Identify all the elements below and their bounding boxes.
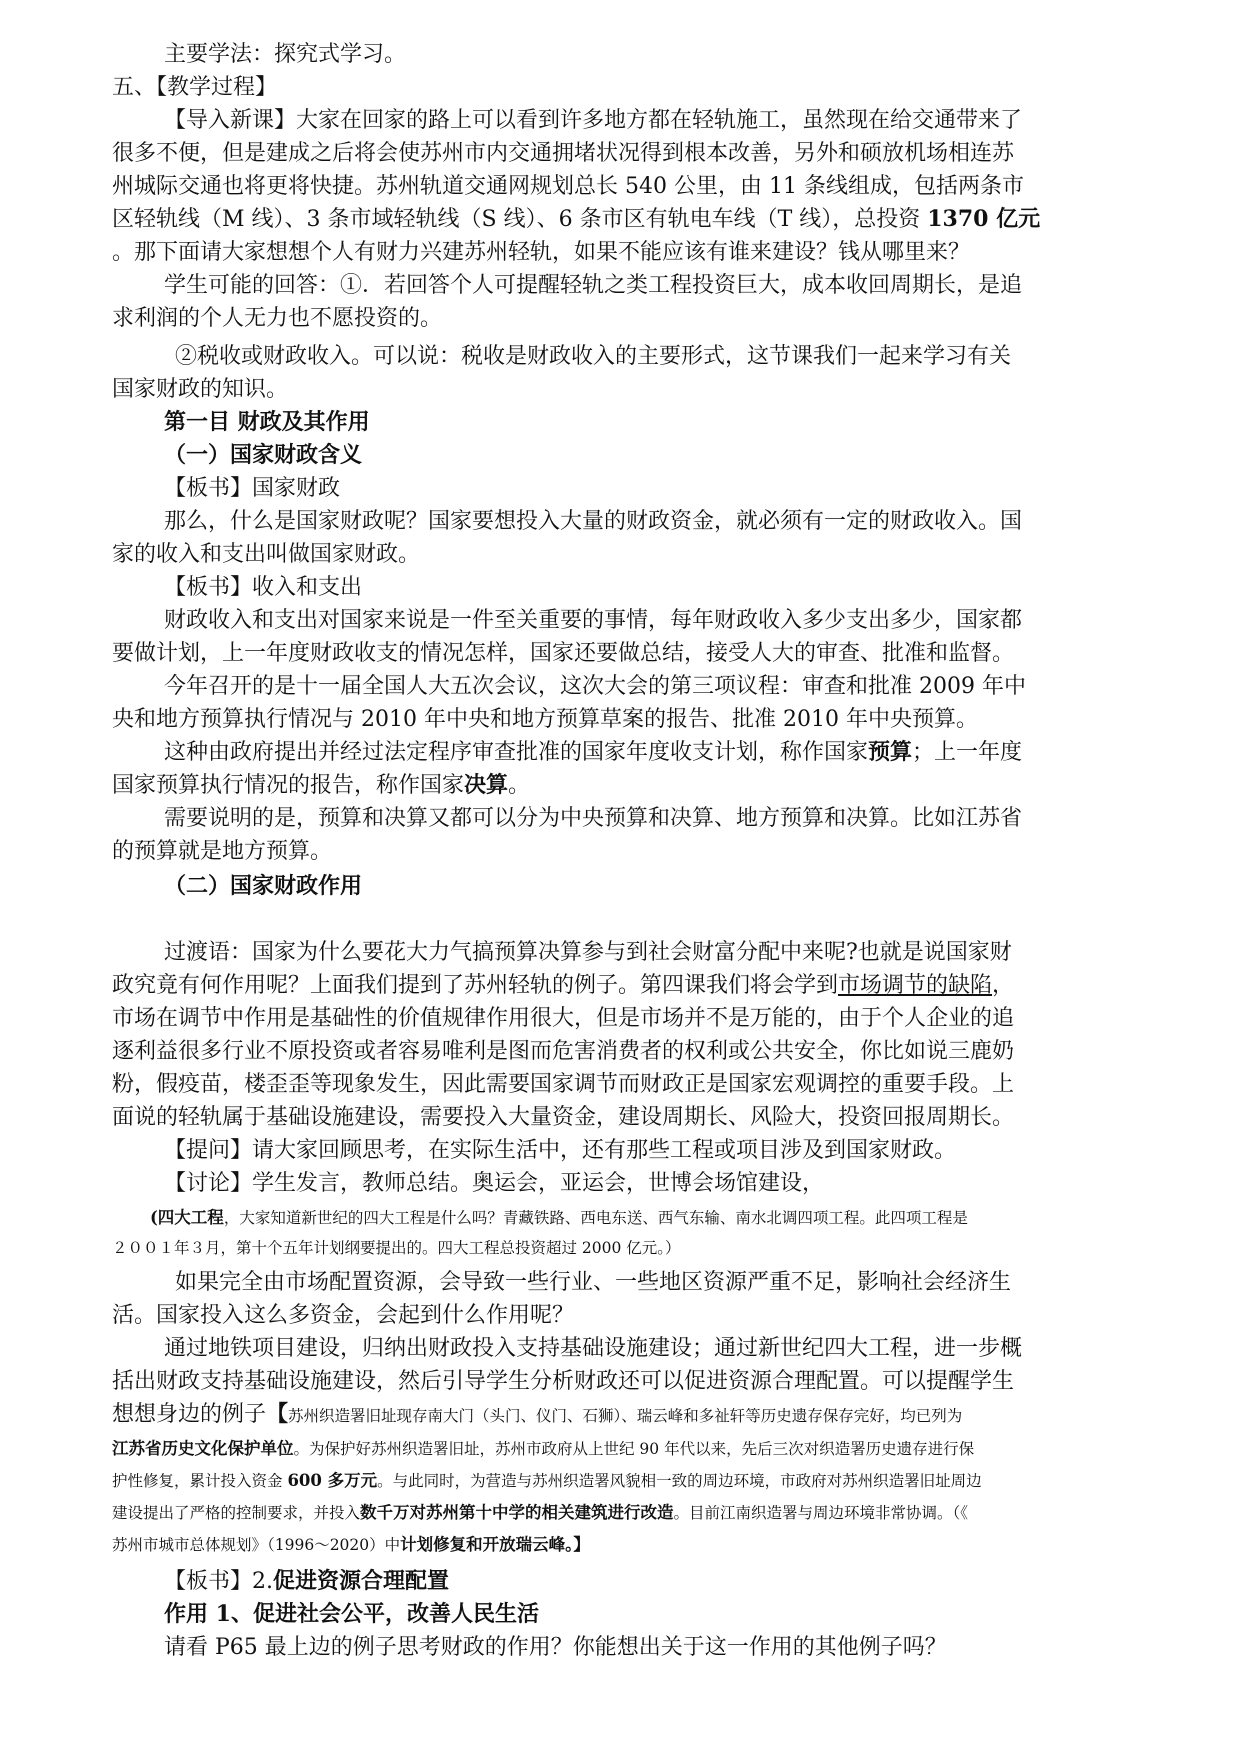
paragraph-budget-definition (112, 769, 1132, 802)
text-run: 国家预算执行情况的报告，称作国家 (112, 773, 465, 798)
paragraph-student-answer: 学生可能的回答：①．若回答个人可提醒轻轨之类工程投资巨大，成本收回周期长，是追 (164, 273, 1023, 298)
bold-investment: 600 多万元 (287, 1471, 378, 1490)
paragraph-budget-levels: 的预算就是地方预算。 (112, 839, 333, 864)
heading-section-one: 第一目 财政及其作用 (164, 409, 370, 435)
paragraph-infrastructure (112, 1398, 1132, 1431)
text-run: 苏州市城市总体规划》（1996～2020）中 (112, 1536, 401, 1554)
note-weaving-office (112, 1498, 1132, 1528)
text-run: 政究竟有何作用呢？上面我们提到了苏州轻轨的例子。第四课我们将会学到 (112, 973, 839, 998)
note-four-projects (150, 1203, 1170, 1233)
text-run: 。为保护好苏州织造署旧址，苏州市政府从上世纪 90 年代以来，先后三次对织造署历史遗存进行保 (293, 1440, 975, 1458)
bold-term-budget: 预算 (868, 739, 913, 765)
board-note-resource-allocation (164, 1565, 1184, 1598)
paragraph-transition: 粉，假疫苗，楼歪歪等现象发生，因此需要国家调节而财政正是国家宏观调控的重要手段。上 (112, 1072, 1015, 1097)
note-weaving-office: 苏州织造署旧址现存南大门（头门、仪门、石狮）、瑞云峰和多祉轩等历史遗存保存完好，均已列为 (288, 1407, 963, 1425)
heading-role-one: 作用 1、促进社会公平，改善人民生活 (164, 1601, 539, 1627)
paragraph-study-method: 主要学法：探究式学习。 (164, 42, 407, 67)
bold-resource-allocation: 促进资源合理配置 (273, 1568, 450, 1594)
paragraph-intro: 州城际交通也将更将快捷。苏州轨道交通网规划总长 540 公里，由 11 条线组成，包括两条市 (112, 174, 1024, 199)
section-heading-teaching-process: 五、【教学过程】 (112, 75, 278, 100)
text-run: 护性修复，累计投入资金 (112, 1472, 288, 1490)
paragraph-student-answer: 求利润的个人无力也不愿投资的。 (112, 306, 443, 331)
paragraph-market-allocation: 如果完全由市场配置资源，会导致一些行业、一些地区资源严重不足，影响社会经济生 (175, 1270, 1012, 1295)
paragraph-npc-session: 央和地方预算执行情况与 2010 年中央和地方预算草案的报告、批准 2010 年中央预算。 (112, 707, 978, 732)
paragraph-income-expense: 财政收入和支出对国家来说是一件至关重要的事情，每年财政收入多少支出多少，国家都 (164, 608, 1023, 633)
board-note-national-finance: 【板书】国家财政 (164, 476, 341, 501)
paragraph-what-is-finance: 那么，什么是国家财政呢？国家要想投入大量的财政资金，就必须有一定的财政收入。国 (164, 509, 1023, 534)
paragraph-intro: 。那下面请大家想想个人有财力兴建苏州轻轨，如果不能应该有谁来建设？钱从哪里来？ (112, 240, 971, 265)
paragraph-transition: 逐利益很多行业不原投资或者容易唯利是图而危害消费者的权利或公共安全，你比如说三鹿奶 (112, 1039, 1015, 1064)
text-run: ，大家知道新世纪的四大工程是什么吗？青藏铁路、西电东送、西气东输、南水北调四项工程。此四项工程是 (223, 1209, 968, 1227)
paragraph-budget-levels: 需要说明的是，预算和决算又都可以分为中央预算和决算、地方预算和决算。比如江苏省 (164, 806, 1023, 831)
note-four-projects: ２００１年３月，第十个五年计划纲要提出的。四大工程总投资超过 2000 亿元。） (112, 1239, 681, 1257)
heading-national-finance-meaning: （一）国家财政含义 (164, 442, 363, 468)
paragraph-p65-question: 请看 P65 最上边的例子思考财政的作用？你能想出关于这一作用的其他例子吗？ (164, 1635, 947, 1660)
text-run: 区轻轨线（M 线）、3 条市域轻轨线（S 线）、6 条市区有轨电车线（T 线），总投资 (112, 207, 928, 232)
paragraph-infrastructure: 通过地铁项目建设，归纳出财政投入支持基础设施建设；通过新世纪四大工程，进一步概 (164, 1336, 1023, 1361)
text-run: ；上一年度 (912, 740, 1023, 765)
paragraph-student-answer-2: ②税收或财政收入。可以说：税收是财政收入的主要形式，这节课我们一起来学习有关 (175, 344, 1012, 369)
heading-national-finance-role: （二）国家财政作用 (164, 873, 363, 899)
paragraph-npc-session: 今年召开的是十一届全国人大五次会议，这次大会的第三项议程：审查和批准 2009 年中 (164, 674, 1026, 699)
paragraph-question: 【提问】请大家回顾思考，在实际生活中，还有那些工程或项目涉及到国家财政。 (164, 1138, 957, 1163)
board-note-income-expense: 【板书】收入和支出 (164, 575, 363, 600)
note-weaving-office (112, 1466, 1132, 1496)
paragraph-intro: 很多不便，但是建成之后将会使苏州市内交通拥堵状况得到根本改善，另外和硕放机场相连苏 (112, 141, 1015, 166)
paragraph-transition (112, 969, 1132, 1002)
text-run: 想想身边的例子 (112, 1402, 267, 1427)
bold-restoration-plan: 计划修复和开放瑞云峰。】 (400, 1535, 590, 1554)
bold-investment-amount: 1370 亿元 (927, 206, 1041, 232)
paragraph-transition: 过渡语：国家为什么要花大力气搞预算决算参与到社会财富分配中来呢?也就是说国家财 (164, 940, 1012, 965)
text-run: 。目前江南织造署与周边环境非常协调。（《 (673, 1504, 969, 1522)
note-weaving-office (112, 1530, 1132, 1560)
text-run: 这种由政府提出并经过法定程序审查批准的国家年度收支计划，称作国家 (164, 740, 869, 765)
note-weaving-office (112, 1434, 1132, 1464)
text-run: 【板书】2. (164, 1569, 273, 1594)
paragraph-transition: 市场在调节中作用是基础性的价值规律作用很大，但是市场并不是万能的，由于个人企业的追 (112, 1006, 1015, 1031)
text-run: ， (992, 973, 1015, 998)
paragraph-intro: 【导入新课】大家在回家的路上可以看到许多地方都在轻轨施工，虽然现在给交通带来了 (164, 108, 1023, 133)
underlined-market-defects: 市场调节的缺陷 (838, 973, 993, 998)
text-run: 。与此同时，为营造与苏州织造署风貌相一致的周边环境，市政府对苏州织造署旧址周边 (377, 1472, 982, 1490)
bold-school-renovation: 数千万对苏州第十中学的相关建筑进行改造 (360, 1503, 674, 1522)
paragraph-intro (112, 203, 1132, 236)
paragraph-discussion: 【讨论】学生发言，教师总结。奥运会，亚运会，世博会场馆建设， (164, 1171, 825, 1196)
bold-four-projects: (四大工程 (150, 1208, 224, 1227)
paragraph-infrastructure: 括出财政支持基础设施建设，然后引导学生分析财政还可以促进资源合理配置。可以提醒学生 (112, 1369, 1015, 1394)
paragraph-income-expense: 要做计划，上一年度财政收支的情况怎样，国家还要做总结，接受人大的审查、批准和监督。 (112, 641, 1015, 666)
paragraph-student-answer-2: 国家财政的知识。 (112, 377, 289, 402)
paragraph-market-allocation: 活。国家投入这么多资金，会起到什么作用呢？ (112, 1303, 575, 1328)
bold-term-final-accounts: 决算 (464, 772, 509, 798)
paragraph-what-is-finance: 家的收入和支出叫做国家财政。 (112, 542, 421, 567)
paragraph-budget-definition (164, 736, 1184, 769)
paragraph-transition: 面说的轻轨属于基础设施建设，需要投入大量资金，建设周期长、风险大，投资回报周期长。 (112, 1105, 1015, 1130)
bold-bracket: 【 (266, 1401, 289, 1427)
text-run: 建设提出了严格的控制要求，并投入 (112, 1504, 361, 1522)
bold-heritage-unit: 江苏省历史文化保护单位 (112, 1439, 294, 1458)
text-run: 。 (508, 773, 531, 798)
